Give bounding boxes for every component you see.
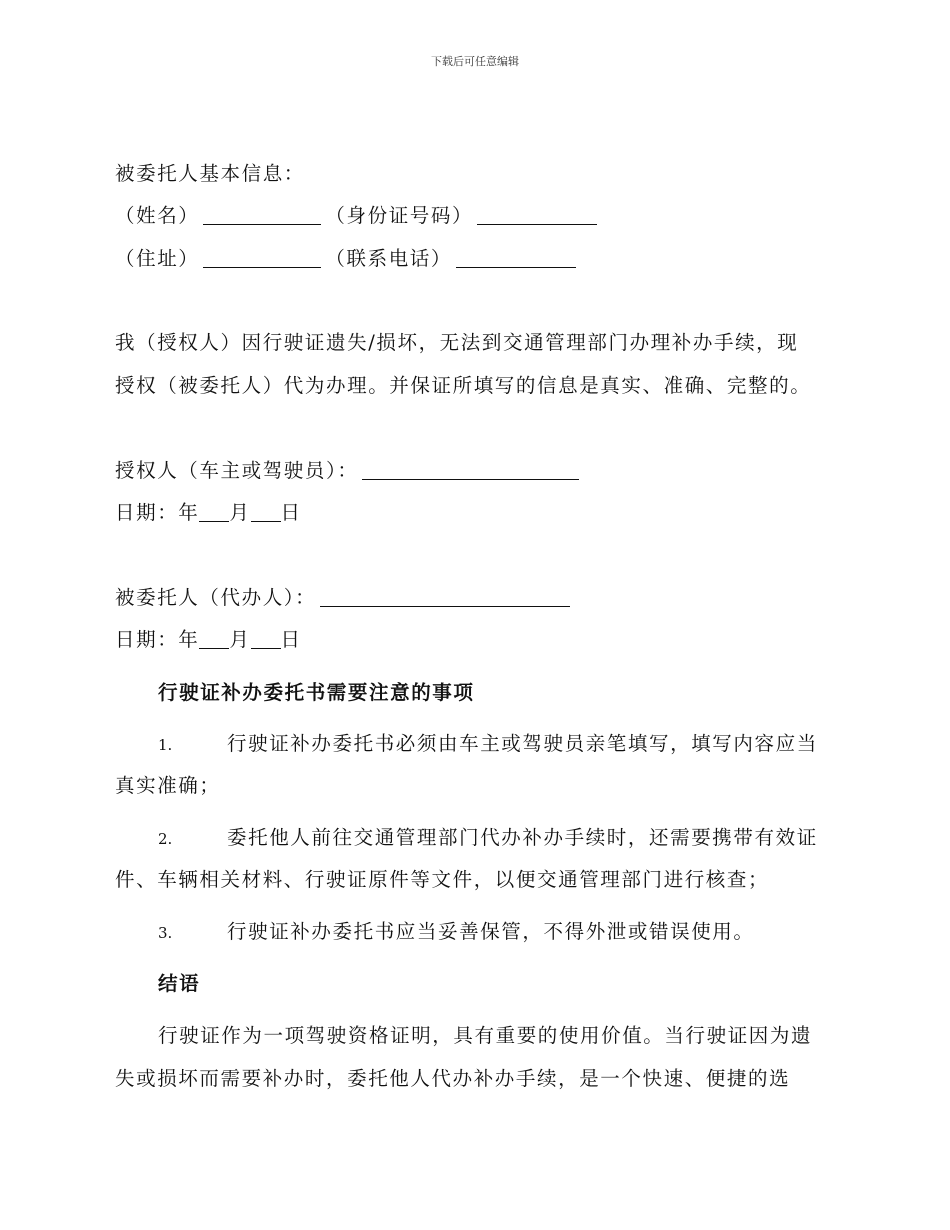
authorizer-label: 授权人（车主或驾驶员）： [115,459,359,482]
trustee-row-1 [115,200,597,228]
conclusion-line-2: 失或损坏而需要补办时，委托他人代办补办手续，是一个快速、便捷的选 [115,1067,791,1090]
trustee-info-title: 被委托人基本信息： [115,162,305,185]
date-label: 日期：年 [115,501,200,524]
conclusion-heading: 结语 [158,972,201,995]
authorizer-blank[interactable] [362,459,579,480]
address-label: （住址） [115,247,200,270]
trustee-row-2 [115,243,576,271]
note-number: 1. [158,736,173,754]
phone-blank[interactable] [456,247,576,268]
day-label: 日 [280,628,302,651]
note-item-2-cont: 件、车辆相关材料、行驶证原件等文件，以便交通管理部门进行核查； [115,868,770,891]
authorizer-date [115,497,302,525]
id-blank[interactable] [477,204,597,225]
trustee-blank[interactable] [320,586,570,607]
page-header: 下载后可任意编辑 [431,55,519,68]
note-text: 行驶证补办委托书应当妥善保管，不得外泄或错误使用。 [227,920,755,943]
note-item-1-cont: 真实准确； [115,774,221,797]
note-item-2 [158,822,818,850]
day-blank[interactable] [251,628,281,649]
month-label: 月 [229,628,251,651]
trustee-date [115,624,302,652]
month-blank[interactable] [199,628,229,649]
authorizer-signature [115,455,579,483]
id-label: （身份证号码） [325,204,474,227]
note-item-1 [158,728,818,756]
month-blank[interactable] [199,501,229,522]
phone-label: （联系电话） [325,247,453,270]
note-item-3 [158,916,755,944]
address-blank[interactable] [203,247,321,268]
statement-line-1: 我（授权人）因行驶证遗失/损坏，无法到交通管理部门办理补办手续，现 [115,331,799,354]
day-label: 日 [280,501,302,524]
note-number: 3. [158,924,173,942]
statement-line-2: 授权（被委托人）代为办理。并保证所填写的信息是真实、准确、完整的。 [115,374,812,397]
note-text: 行驶证补办委托书必须由车主或驾驶员亲笔填写，填写内容应当 [227,732,818,755]
note-number: 2. [158,830,173,848]
name-label: （姓名） [115,204,200,227]
note-text: 委托他人前往交通管理部门代办补办手续时，还需要携带有效证 [227,826,818,849]
month-label: 月 [229,501,251,524]
trustee-label: 被委托人（代办人）： [115,586,317,609]
trustee-signature [115,582,570,610]
conclusion-line-1: 行驶证作为一项驾驶资格证明，具有重要的使用价值。当行驶证因为遗 [158,1024,813,1047]
day-blank[interactable] [251,501,281,522]
date-label: 日期：年 [115,628,200,651]
notes-heading: 行驶证补办委托书需要注意的事项 [158,681,475,704]
name-blank[interactable] [203,204,321,225]
